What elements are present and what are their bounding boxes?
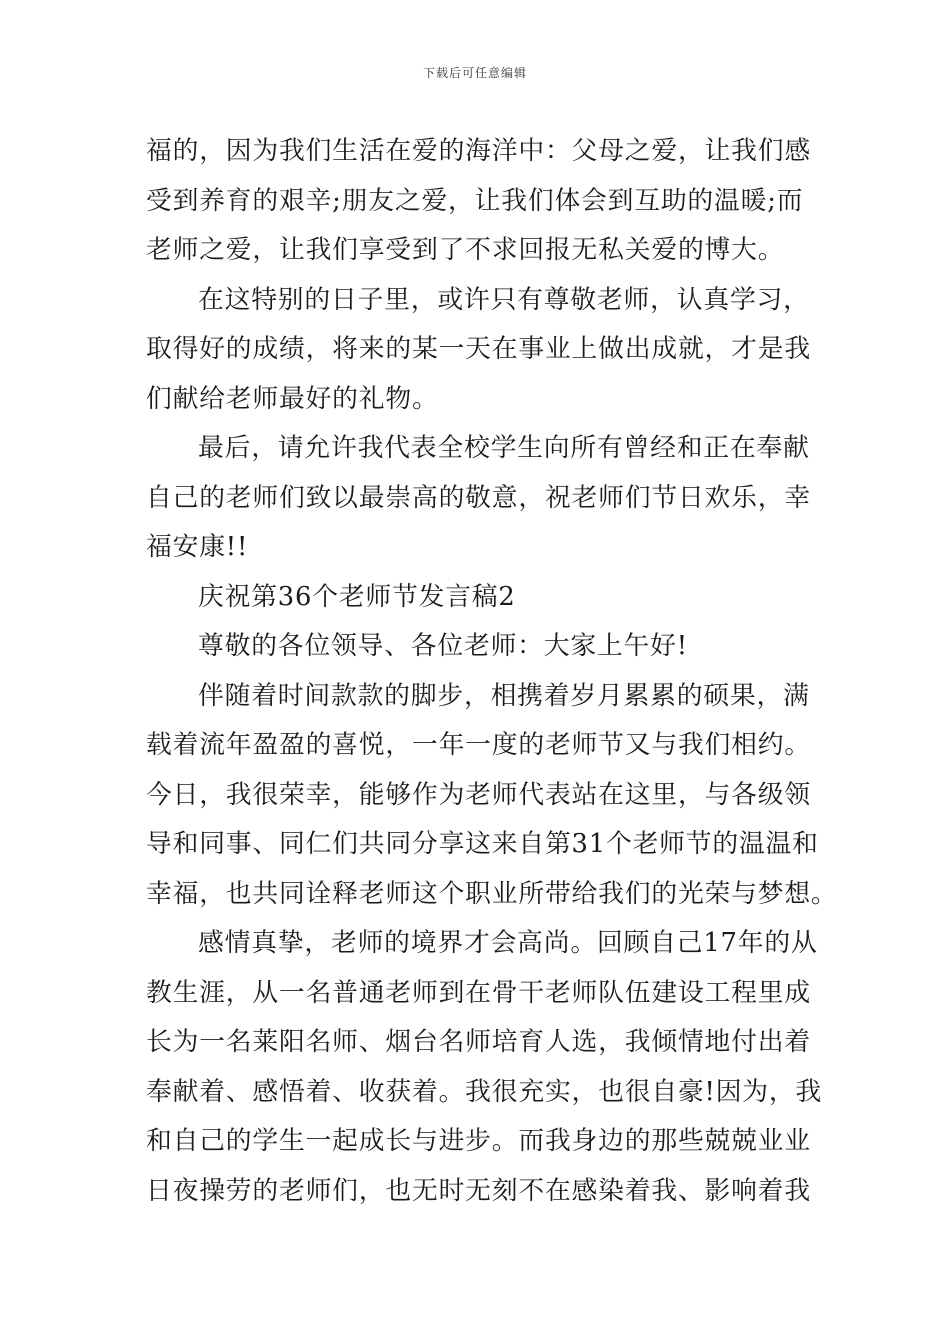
text-line: 们献给老师最好的礼物。 xyxy=(146,383,439,414)
paragraph-6 xyxy=(146,672,838,920)
text-line: 福安康!! xyxy=(146,532,249,562)
text-line: 和自己的学生一起成长与进步。而我身边的那些兢兢业业 xyxy=(146,1126,811,1156)
document-body xyxy=(146,127,838,1216)
text-line: 幸福，也共同诠释老师这个职业所带给我们的光荣与梦想。 xyxy=(146,878,838,909)
paragraph-1 xyxy=(146,127,811,276)
page-header: 下载后可任意编辑 xyxy=(422,66,527,80)
text-line: 奉献着、感悟着、收获着。我很充实，也很自豪!因为，我 xyxy=(146,1076,823,1107)
text-line: 感情真挚，老师的境界才会高尚。回顾自己17年的从 xyxy=(198,928,818,958)
text-line: 今日，我很荣幸，能够作为老师代表站在这里，与各级领 xyxy=(146,779,811,810)
paragraph-2 xyxy=(146,276,811,425)
text-line: 伴随着时间款款的脚步，相携着岁月累累的硕果，满 xyxy=(198,680,810,711)
text-line: 在这特别的日子里，或许只有尊敬老师，认真学习， xyxy=(198,284,810,315)
text-line: 长为一名莱阳名师、烟台名师培育人选，我倾情地付出着 xyxy=(146,1027,811,1057)
paragraph-3 xyxy=(146,424,811,573)
text-line: 庆祝第36个老师节发言稿2 xyxy=(198,581,516,612)
text-line: 尊敬的各位领导、各位老师：大家上午好! xyxy=(198,631,688,661)
salutation xyxy=(146,622,811,672)
text-line: 福的，因为我们生活在爱的海洋中：父母之爱，让我们感 xyxy=(146,136,811,166)
text-line: 最后，请允许我代表全校学生向所有曾经和正在奉献 xyxy=(198,433,810,463)
text-line: 日夜操劳的老师们，也无时无刻不在感染着我、影响着我 xyxy=(146,1175,811,1206)
text-line: 教生涯，从一名普通老师到在骨干老师队伍建设工程里成 xyxy=(146,977,811,1008)
text-line: 自己的老师们致以最崇高的敬意，祝老师们节日欢乐，幸 xyxy=(146,482,811,513)
text-line: 取得好的成绩，将来的某一天在事业上做出成就，才是我 xyxy=(146,334,811,364)
text-line: 老师之爱，让我们享受到了不求回报无私关爱的博大。 xyxy=(146,235,785,265)
text-line: 受到养育的艰辛;朋友之爱，让我们体会到互助的温暖;而 xyxy=(146,185,804,216)
text-line: 载着流年盈盈的喜悦，一年一度的老师节又与我们相约。 xyxy=(146,730,811,760)
paragraph-7 xyxy=(146,919,823,1216)
section-title xyxy=(146,573,811,623)
text-line: 导和同事、同仁们共同分享这来自第31个老师节的温温和 xyxy=(146,829,819,859)
